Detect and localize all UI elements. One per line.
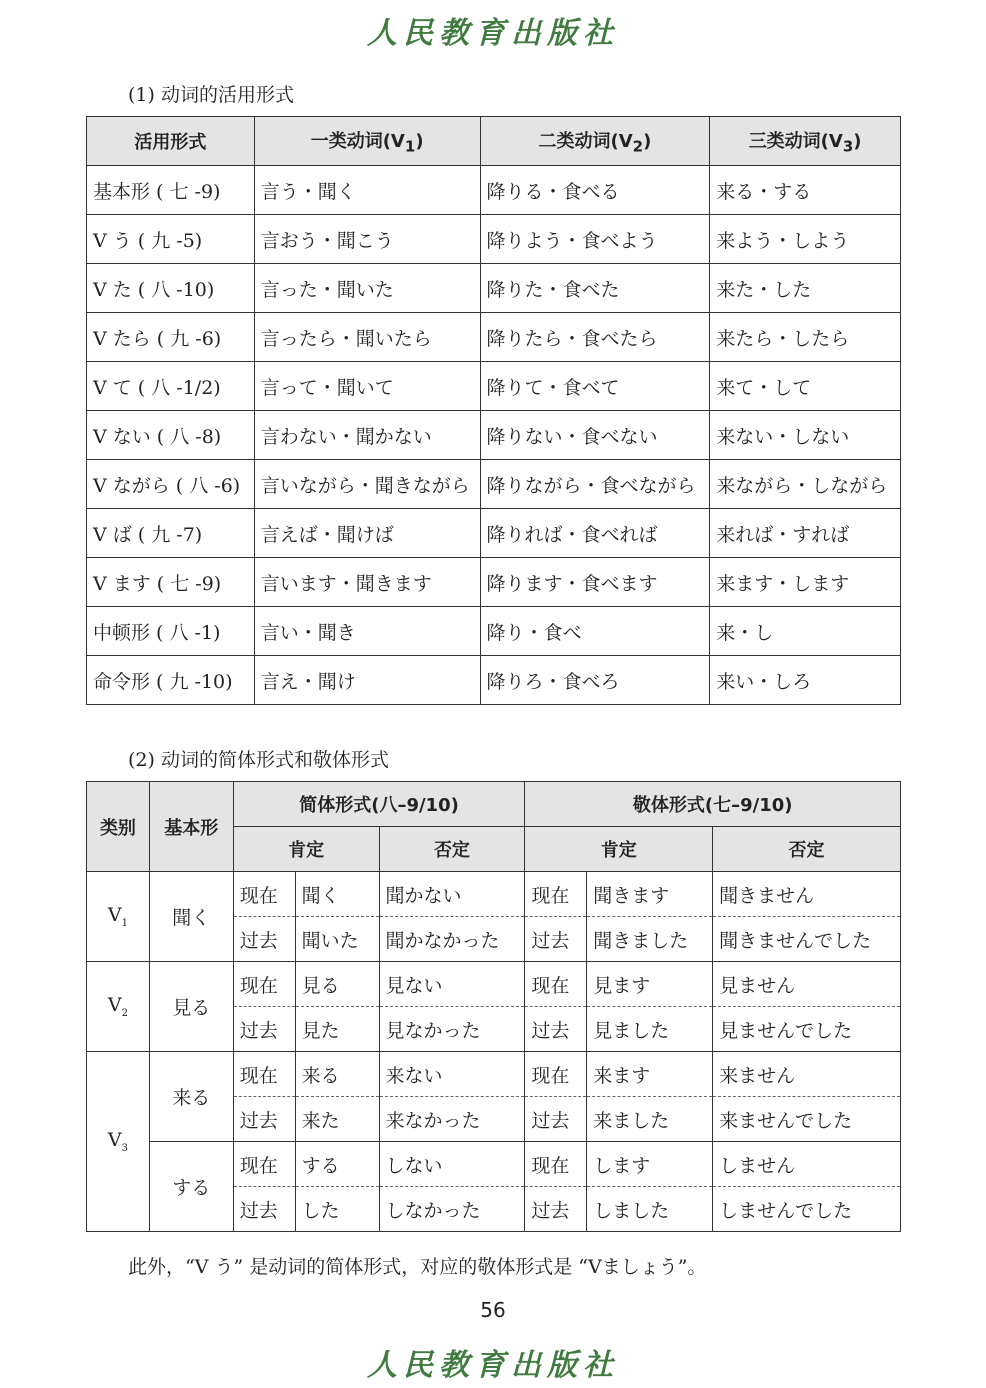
table-row: 基本形 ( 七 -9) 言う・聞く 降りる・食べる 来る・する [87, 166, 901, 215]
header-v3: 三类动词$(V_3)$ [710, 117, 901, 166]
table-row: 过去 来た 来なかった 过去 来ました 来ませんでした [87, 1097, 901, 1142]
publisher-logo-bottom: 人民教育出版社 [367, 1348, 619, 1383]
header-v2: 二类动词$(V_2)$ [480, 117, 710, 166]
table-row: 命令形 ( 九 -10) 言え・聞け 降りろ・食べろ 来い・しろ [87, 656, 901, 705]
table-row: 过去 聞いた 聞かなかった 过去 聞きました 聞きませんでした [87, 917, 901, 962]
table-row: 过去 した しなかった 过去 しました しませんでした [87, 1187, 901, 1232]
table-row: V ながら ( 八 -6) 言いながら・聞きながら 降りながら・食べながら 来ながら・しながら [87, 460, 901, 509]
header-polite-form: 敬体形式(七–9/10) [525, 782, 901, 827]
publisher-logo-top: 人民教育出版社 [367, 16, 619, 51]
table-row: $V_2$ 見る 现在 見る 見ない 现在 見ます 見ません [87, 962, 901, 1007]
conjugation-table [86, 116, 901, 705]
table-row: 中顿形 ( 八 -1) 言い・聞き 降り・食べ 来・し [87, 607, 901, 656]
header-form: 活用形式 [87, 117, 255, 166]
base-form-suru: する [149, 1142, 233, 1232]
base-form-kuru: 来る [149, 1052, 233, 1142]
header-base-form: 基本形 [149, 782, 233, 872]
category-v1: $V_1$ [87, 872, 150, 962]
header-polite-affirmative: 肯定 [525, 827, 713, 872]
table-row: 过去 見た 見なかった 过去 見ました 見ませんでした [87, 1007, 901, 1052]
header-plain-affirmative: 肯定 [233, 827, 379, 872]
table-row: $V_1$ 聞く 现在 聞く 聞かない 现在 聞きます 聞きません [87, 872, 901, 917]
header-v1: 一类动词$(V_1)$ [254, 117, 480, 166]
plain-polite-table [86, 781, 901, 1232]
table-row: V う ( 九 -5) 言おう・聞こう 降りよう・食べよう 来よう・しよう [87, 215, 901, 264]
table-header-row [87, 117, 901, 166]
header-plain-negative: 否定 [379, 827, 525, 872]
base-form-miru: 見る [149, 962, 233, 1052]
table-row: V たら ( 九 -6) 言ったら・聞いたら 降りたら・食べたら 来たら・したら [87, 313, 901, 362]
section2-caption: (2) 动词的简体形式和敬体形式 [128, 749, 389, 771]
table-row: V て ( 八 -1/2) 言って・聞いて 降りて・食べて 来て・して [87, 362, 901, 411]
category-v3: $V_3$ [87, 1052, 150, 1232]
category-v2: $V_2$ [87, 962, 150, 1052]
table-row: する 现在 する しない 现在 します しません [87, 1142, 901, 1187]
table-row: $V_3$ 来る 现在 来る 来ない 现在 来ます 来ません [87, 1052, 901, 1097]
header-plain-form: 简体形式(八–9/10) [233, 782, 525, 827]
table-row: V ば ( 九 -7) 言えば・聞けば 降りれば・食べれば 来れば・すれば [87, 509, 901, 558]
footnote: 此外，“V う” 是动词的简体形式，对应的敬体形式是 “Vましょう”。 [128, 1256, 707, 1278]
table-row: V ない ( 八 -8) 言わない・聞かない 降りない・食べない 来ない・しない [87, 411, 901, 460]
table-header-row [87, 782, 901, 827]
base-form-kiku: 聞く [149, 872, 233, 962]
table-row: V ます ( 七 -9) 言います・聞きます 降ります・食べます 来ます・します [87, 558, 901, 607]
page-number: 56 [480, 1298, 506, 1322]
header-category: 类别 [87, 782, 150, 872]
header-polite-negative: 否定 [713, 827, 901, 872]
table-row: V た ( 八 -10) 言った・聞いた 降りた・食べた 来た・した [87, 264, 901, 313]
section1-caption: (1) 动词的活用形式 [128, 84, 294, 106]
